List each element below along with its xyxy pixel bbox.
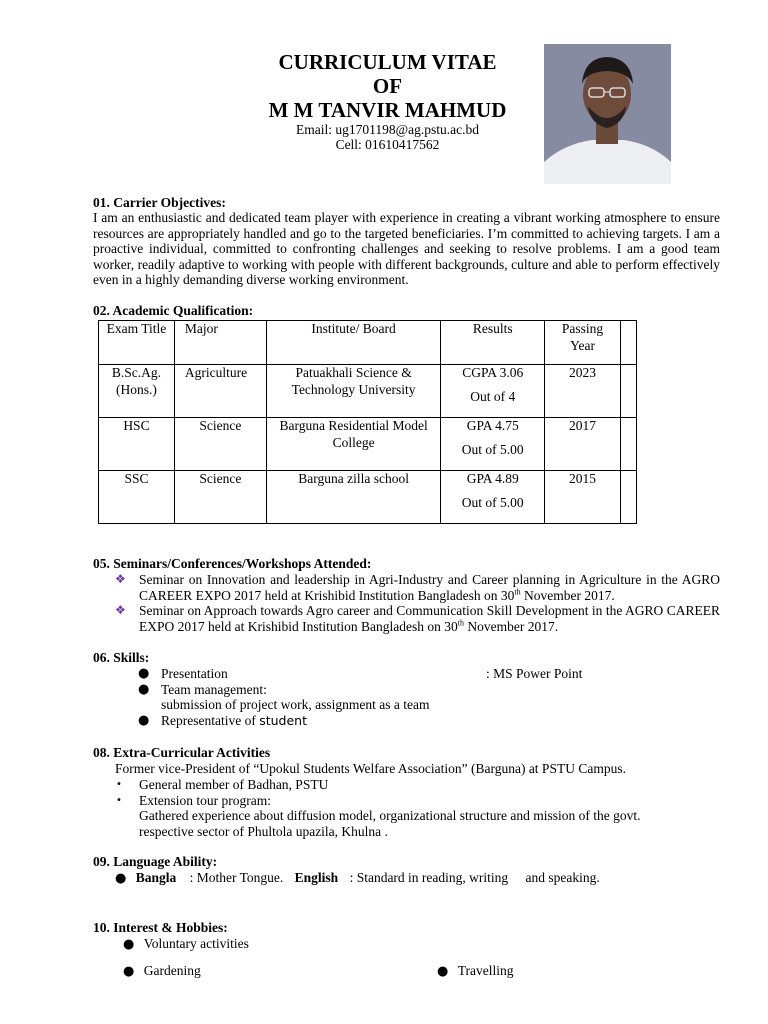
lang-english: English <box>294 870 339 885</box>
extra-list <box>115 777 640 839</box>
diamond-bullet-icon: ❖ <box>115 572 126 586</box>
language-heading: 09. Language Ability: <box>93 854 218 869</box>
result-out-of: Out of 4 <box>470 388 516 404</box>
list-item: ❖ Seminar on Innovation and leadership in Agri-Industry and Career planning in Agriculture in the AGRO CAREER EXPO 2017 held at Krishibid Institution Bangladesh on 30th November 2017. <box>115 572 720 603</box>
skills-heading: 06. Skills: <box>93 650 150 665</box>
col-header-institute: Institute/ Board <box>266 321 441 365</box>
result-out-of: Out of 5.00 <box>461 441 524 457</box>
email-text: Email: ug1701198@ag.pstu.ac.bd <box>296 122 479 137</box>
table-row <box>99 365 637 418</box>
objectives-text: I am an enthusiastic and dedicated team player with experience in creating a vibrant working atmosphere to ensure resources are appropriately handled and go to the targeted beneficiaries. I’m committed to achieving targets. I am a proactive individual, committed to confronting challenges and seeking to resolve problems. I am a good team worker, readily adaptive to working with people with different backgrounds, culture and able to perform effectively even in a highly demanding diverse working environment. <box>93 210 720 287</box>
col-header-major: Major <box>174 321 266 365</box>
cv-title-of: OF <box>372 74 403 98</box>
cell-result <box>441 418 545 471</box>
result-value: GPA 4.89 <box>466 471 519 486</box>
table-header-row <box>99 321 637 365</box>
cell-institute: Barguna Residential Model College <box>266 418 441 471</box>
round-bullet-icon: ● <box>138 712 150 728</box>
result-value: GPA 4.75 <box>466 418 519 433</box>
academic-heading: 02. Academic Qualification: <box>93 303 254 318</box>
round-bullet-icon: ● <box>123 964 135 979</box>
cell-exam: SSC <box>99 471 175 524</box>
extra-intro: Former vice-President of “Upokul Students Welfare Association” (Barguna) at PSTU Campus. <box>115 761 626 776</box>
small-dot-bullet-icon: • <box>116 794 122 806</box>
cv-header <box>220 50 555 152</box>
table-spacer-cell <box>620 418 636 471</box>
hobby-travelling: Travelling <box>457 963 514 978</box>
cell-year: 2023 <box>545 365 621 418</box>
skills-list <box>138 666 429 728</box>
academic-table <box>98 320 637 524</box>
cell-exam: B.Sc.Ag. (Hons.) <box>99 365 175 418</box>
col-header-results: Results <box>441 321 545 365</box>
list-item: ❖ Seminar on Approach towards Agro career and Communication Skill Development in the AGRO CAREER EXPO 2017 held at Krishibid Institution Bangladesh on 30th November 2017. <box>115 603 720 634</box>
cell-institute: Patuakhali Science & Technology University <box>266 365 441 418</box>
list-item <box>437 963 513 980</box>
list-item: • Extension tour program: <box>116 792 271 808</box>
skill-presentation: Presentation <box>161 666 228 681</box>
col-header-exam: Exam Title <box>99 321 175 365</box>
hobby-gardening: Gardening <box>143 963 201 978</box>
cell-exam: HSC <box>99 418 175 471</box>
round-bullet-icon: ● <box>437 964 449 979</box>
skill-team-detail: submission of project work, assignment as a team <box>161 697 430 712</box>
objectives-heading: 01. Carrier Objectives: <box>93 195 226 210</box>
round-bullet-icon: ● <box>115 871 127 886</box>
seminars-heading: 05. Seminars/Conferences/Workshops Attended: <box>93 556 372 571</box>
cv-title: CURRICULUM VITAE <box>278 50 497 74</box>
hobbies-heading: 10. Interest & Hobbies: <box>93 920 228 935</box>
table-spacer-cell <box>620 321 636 365</box>
small-dot-bullet-icon: • <box>116 779 122 790</box>
cell-major: Agriculture <box>174 365 266 418</box>
extra-detail-line1: Gathered experience about diffusion model, organizational structure and mission of the govt. <box>139 808 641 823</box>
skill-representative: Representative of <box>161 712 256 728</box>
round-bullet-icon: ● <box>138 681 150 697</box>
result-value: CGPA 3.06 <box>462 365 524 380</box>
table-spacer-cell <box>620 471 636 524</box>
cell-major: Science <box>174 418 266 471</box>
table-row <box>99 418 637 471</box>
cell-year: 2015 <box>545 471 621 524</box>
list-item <box>123 963 201 980</box>
diamond-bullet-icon: ❖ <box>115 603 126 617</box>
skill-team-management: Team management: <box>161 681 267 697</box>
lang-bangla-desc: : Mother Tongue. <box>189 870 284 885</box>
extra-heading: 08. Extra-Curricular Activities <box>93 745 271 760</box>
extra-detail-line2: respective sector of Phultola upazila, Khulna . <box>139 823 388 839</box>
table-spacer-cell <box>620 365 636 418</box>
hobby-voluntary: Voluntary activities <box>143 936 249 951</box>
language-row <box>115 870 600 887</box>
cell-institute: Barguna zilla school <box>266 471 441 524</box>
result-out-of: Out of 5.00 <box>461 494 524 510</box>
profile-photo <box>544 44 671 184</box>
round-bullet-icon: ● <box>138 666 150 681</box>
seminars-list <box>115 572 720 634</box>
col-header-year: Passing Year <box>545 321 621 365</box>
round-bullet-icon: ● <box>123 937 135 952</box>
lang-bangla: Bangla <box>135 870 177 885</box>
skill-presentation-tool: : MS Power Point <box>486 666 583 681</box>
cell-result <box>441 471 545 524</box>
cv-name: M M TANVIR MAHMUD <box>268 98 507 122</box>
cell-year: 2017 <box>545 418 621 471</box>
skill-representative-word: student <box>259 712 308 728</box>
lang-english-desc-b: and speaking. <box>525 870 600 885</box>
lang-english-desc: : Standard in reading, writing <box>349 870 509 885</box>
list-item <box>123 936 249 953</box>
cell-result <box>441 365 545 418</box>
list-item <box>138 682 429 698</box>
list-item: • General member of Badhan, PSTU <box>116 777 329 792</box>
table-row <box>99 471 637 524</box>
portrait-image <box>544 44 671 184</box>
cell-text: Cell: 01610417562 <box>335 137 440 152</box>
list-item <box>138 713 429 729</box>
list-item <box>138 666 429 682</box>
cell-major: Science <box>174 471 266 524</box>
